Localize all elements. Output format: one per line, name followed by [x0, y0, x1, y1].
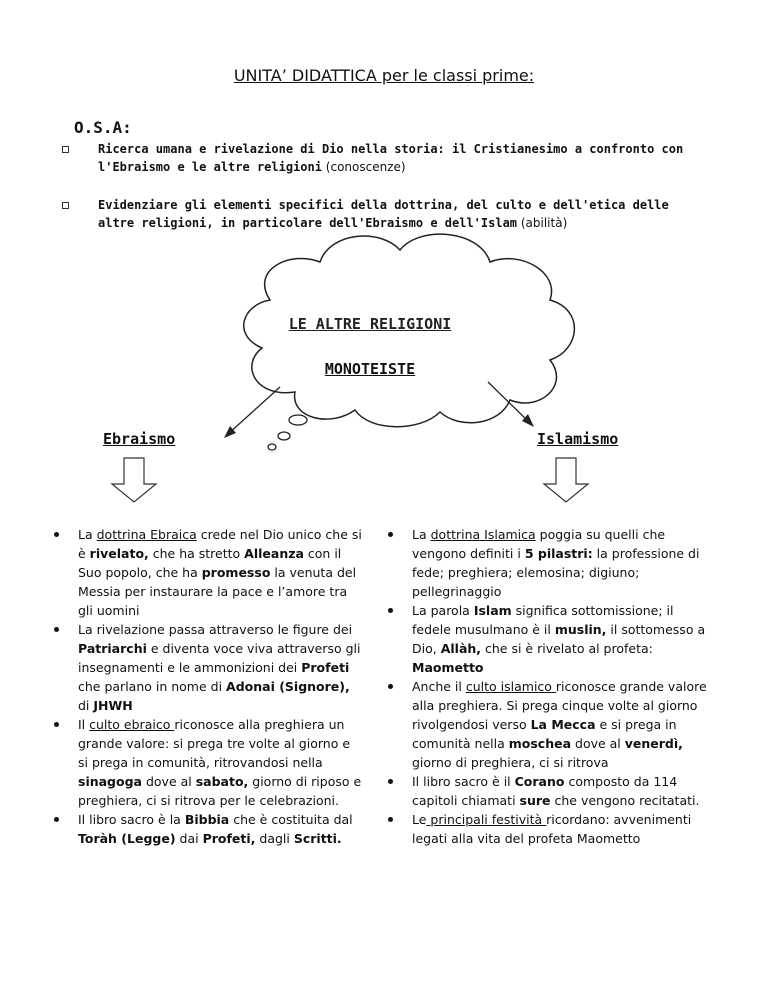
down-arrow-left-icon [112, 458, 156, 502]
cloud-bubble [289, 415, 307, 425]
page-title: UNITA’ DIDATTICA per le classi prime: [233, 66, 535, 85]
list-item: La dottrina Ebraica crede nel Dio unico che si è rivelato, che ha stretto Alleanza con il Suo popolo, che ha promesso la venuta del Messia per instaurare la pace e l’amore tra gli uomini [52, 525, 362, 620]
cloud-bubble [268, 444, 276, 450]
osa-item-text: Ricerca umana e rivelazione di Dio nella storia: il Cristianesimo a confronto con l'Ebraismo e le altre religioni [98, 142, 684, 174]
arrow-left [228, 387, 280, 434]
list-item: Il culto ebraico riconosce alla preghiera un grande valore: si prega tre volte al giorno e si prega in comunità, ritrovandosi nella sinagoga dove al sabato, giorno di riposo e preghiera, ci si ritrova per le celebrazioni. [52, 715, 362, 810]
list-item: La rivelazione passa attraverso le figure dei Patriarchi e diventa voce viva attraverso gli insegnamenti e le ammonizioni dei Profeti che parlano in nome di Adonai (Signore), di JHWH [52, 620, 362, 715]
down-arrow-right-icon [544, 458, 588, 502]
list-item: Le principali festività ricordano: avvenimenti legati alla vita del profeta Maometto [386, 810, 716, 848]
list-item: La dottrina Islamica poggia su quelli che vengono definiti i 5 pilastri: la professione di fede; preghiera; elemosina; digiuno; pellegrinaggio [386, 525, 716, 601]
list-item: Il libro sacro è la Bibbia che è costituita dal Toràh (Legge) dai Profeti, dagli Scritti. [52, 810, 362, 848]
cloud-subtitle: MONOTEISTE [324, 360, 416, 378]
list-item: Anche il culto islamico riconosce grande valore alla preghiera. Si prega cinque volte al giorno rivolgendosi verso La Mecca e si prega in comunità nella moschea dove al venerdì, giorno di preghiera, ci si ritrova [386, 677, 716, 772]
islamismo-list [386, 525, 716, 848]
list-item: La parola Islam significa sottomissione; il fedele musulmano è il muslin, il sottomesso a Dio, Allàh, che si è rivelato al profeta: Maometto [386, 601, 716, 677]
cloud-bubble [278, 432, 290, 440]
ebraismo-list [52, 525, 362, 848]
osa-heading: O.S.A: [74, 118, 132, 137]
arrow-right-head [522, 414, 534, 427]
cloud-title: LE ALTRE RELIGIONI [288, 315, 452, 333]
branch-label-ebraismo: Ebraismo [103, 430, 176, 448]
osa-item-note: (abilità) [520, 216, 568, 230]
osa-item-note: (conoscenze) [325, 160, 406, 174]
list-item: Il libro sacro è il Corano composto da 114 capitoli chiamati sure che vengono recitatati. [386, 772, 716, 810]
branch-label-islamismo: Islamismo [537, 430, 619, 448]
osa-item-text: Evidenziare gli elementi specifici della dottrina, del culto e dell'etica delle altre religioni, in particolare dell'Ebraismo e dell'Islam [98, 198, 669, 230]
